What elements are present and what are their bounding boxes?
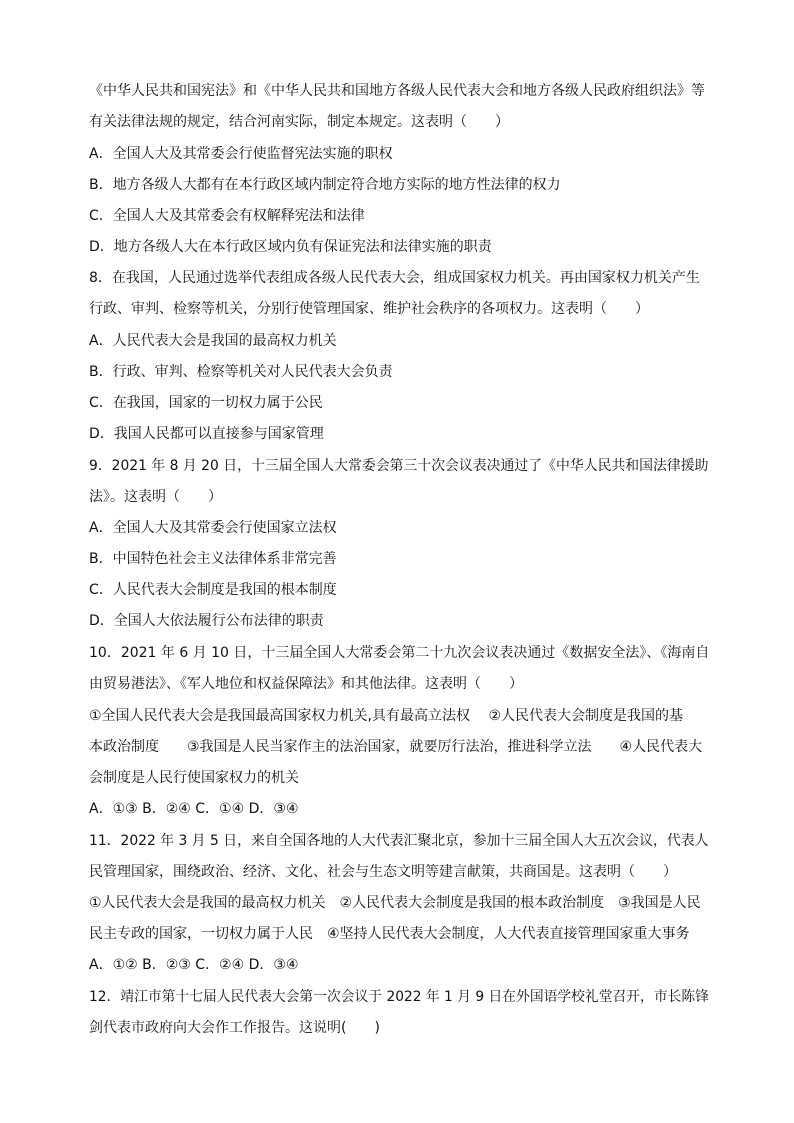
option-line: A．全国人大及其常委会行使国家立法权 — [89, 520, 337, 536]
option-line: A．全国人大及其常委会行使监督宪法实施的职权 — [89, 146, 393, 162]
text-line: 民管理国家，围绕政治、经济、文化、社会与生态文明等建言献策，共商国是。这表明（ ） — [89, 864, 677, 880]
question-9: 9．2021 年 8 月 20 日，十三届全国人大常委会第三十次会议表决通过了《中华人民共和国法律援助 — [89, 458, 709, 474]
option-line: D．我国人民都可以直接参与国家管理 — [89, 426, 324, 442]
option-line: B．地方各级人大都有在本行政区域内制定符合地方实际的地方性法律的权力 — [89, 177, 561, 193]
option-line: D．地方各级人大在本行政区域内负有保证宪法和法律实施的职责 — [89, 239, 492, 255]
option-line: C．全国人大及其常委会有权解释宪法和法律 — [89, 208, 365, 224]
option-line: A．人民代表大会是我国的最高权力机关 — [89, 333, 337, 349]
option-line: B．中国特色社会主义法律体系非常完善 — [89, 551, 337, 567]
text-line: 民主专政的国家，一切权力属于人民 ④坚持人民代表大会制度，人大代表直接管理国家重大事务 — [89, 926, 690, 942]
question-12: 12．靖江市第十七届人民代表大会第一次会议于 2022 年 1 月 9 日在外国语学校礼堂召开，市长陈锋 — [89, 989, 709, 1005]
question-8: 8．在我国，人民通过选举代表组成各级人民代表大会，组成国家权力机关。再由国家权力机关产生 — [89, 270, 700, 286]
text-line: 法》。这表明（ ） — [89, 489, 222, 505]
text-line: 《中华人民共和国宪法》和《中华人民共和国地方各级人民代表大会和地方各级人民政府组织法》等 — [89, 83, 705, 99]
question-11: 11．2022 年 3 月 5 日，来自全国各地的人大代表汇聚北京，参加十三届全国人大五次会议，代表人 — [89, 833, 709, 849]
text-line: ①人民代表大会是我国的最高权力机关 ②人民代表大会制度是我国的根本政治制度 ③我国是人民 — [89, 895, 701, 911]
text-line: 剑代表市政府向大会作工作报告。这说明( ) — [89, 1020, 380, 1036]
text-line: 行政、审判、检察等机关，分别行使管理国家、维护社会秩序的各项权力。这表明（ ） — [89, 301, 649, 317]
text-line: 由贸易港法》、《军人地位和权益保障法》和其他法律。这表明（ ） — [89, 676, 523, 692]
question-10: 10．2021 年 6 月 10 日，十三届全国人大常委会第二十九次会议表决通过《数据安全法》、《海南自 — [89, 645, 710, 661]
option-line: A．①③ B．②④ C．①④ D．③④ — [89, 801, 299, 817]
option-line: B．行政、审判、检察等机关对人民代表大会负责 — [89, 364, 393, 380]
option-line: D．全国人大依法履行公布法律的职责 — [89, 613, 324, 629]
option-line: C．人民代表大会制度是我国的根本制度 — [89, 582, 337, 598]
text-line: 有关法律法规的规定，结合河南实际，制定本规定。这表明（ ） — [89, 114, 509, 130]
text-line: ①全国人民代表大会是我国最高国家权力机关,具有最高立法权 ②人民代表大会制度是我国的基 — [89, 708, 683, 724]
option-line: C．在我国，国家的一切权力属于公民 — [89, 395, 323, 411]
text-line: 本政治制度 ③我国是人民当家作主的法治国家，就要厉行法治，推进科学立法 ④人民代表大 — [89, 739, 703, 755]
option-line: A．①② B．②③ C．②④ D．③④ — [89, 957, 299, 973]
text-line: 会制度是人民行使国家权力的机关 — [89, 770, 299, 786]
